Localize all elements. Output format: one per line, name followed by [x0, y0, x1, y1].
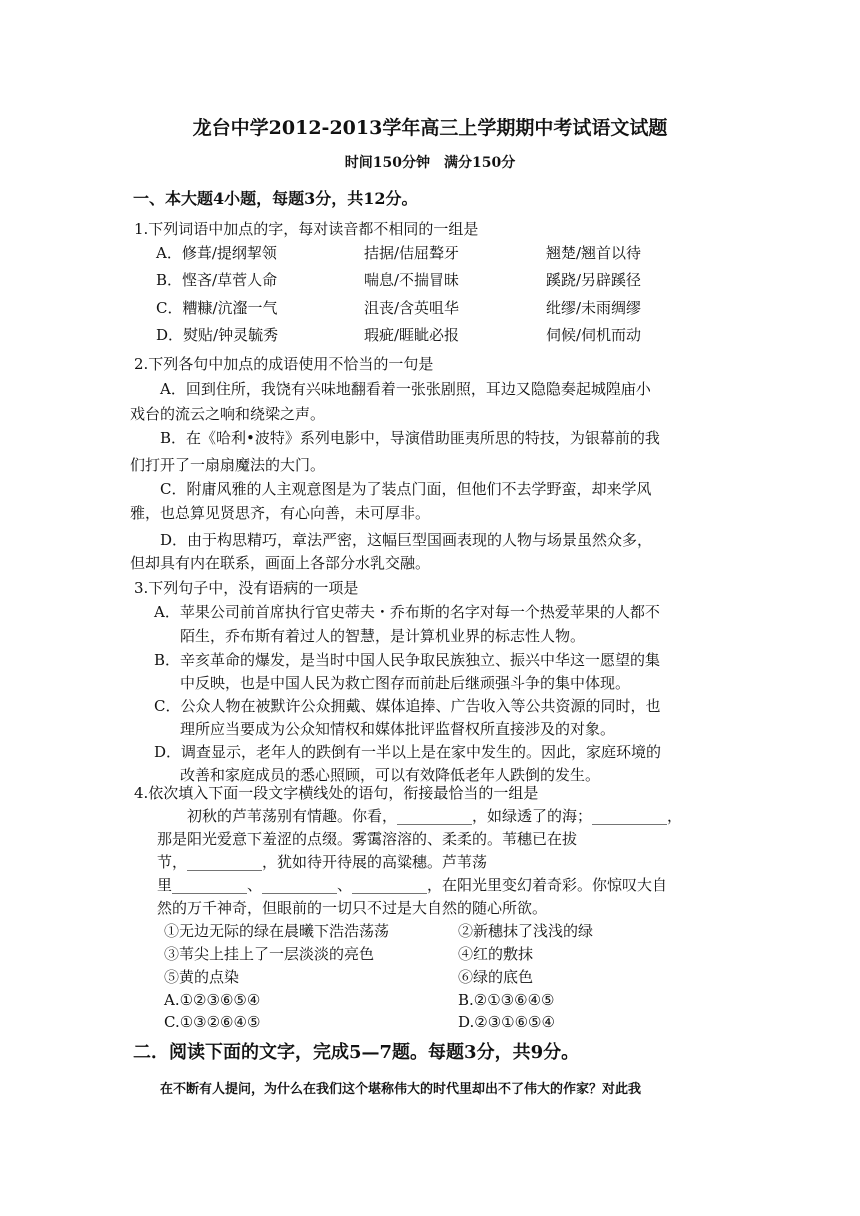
q1-a-col1: A．修葺/提纲挈领 — [156, 244, 277, 262]
q4-item: ⑤黄的点染 — [164, 968, 240, 986]
q4-passage-line: 节，__________，犹如待开待展的高粱穗。芦苇荡 — [157, 853, 488, 871]
q4-option-a: A.①②③⑥⑤④ — [164, 991, 261, 1009]
q3-line: C．公众人物在被默许公众拥戴、媒体追捧、广告收入等公共资源的同时，也 — [154, 697, 661, 715]
q4-item: ②新穗抹了浅浅的绿 — [458, 922, 594, 940]
q4-item: ③苇尖上挂上了一层淡淡的亮色 — [164, 945, 375, 963]
q3-line: A．苹果公司前首席执行官史蒂夫・乔布斯的名字对每一个热爱苹果的人都不 — [154, 603, 660, 621]
section2-passage-line: 在不断有人提问，为什么在我们这个堪称伟大的时代里却出不了伟大的作家？对此我 — [160, 1082, 642, 1097]
q4-passage-line: 里__________、__________、__________，在阳光里变幻着奇彩。你惊叹大自 — [157, 876, 668, 894]
q3-line: 理所应当要成为公众知情权和媒体批评监督权所直接涉及的对象。 — [180, 720, 616, 738]
q1-d-col1: D．熨贴/钟灵毓秀 — [156, 326, 279, 344]
q1-c-col1: C．糟糠/沆瀣一气 — [156, 299, 278, 317]
q3-line: 陌生，乔布斯有着过人的智慧，是计算机业界的标志性人物。 — [180, 627, 586, 645]
q1-b-col3: 蹊跷/另辟蹊径 — [546, 271, 642, 289]
section1-heading: 一、本大题4小题，每题3分，共12分。 — [133, 189, 418, 208]
q2-line: 们打开了一扇扇魔法的大门。 — [130, 456, 326, 474]
q1-a-col3: 翘楚/翘首以待 — [546, 244, 642, 262]
q2-stem: 2.下列各句中加点的成语使用不恰当的一句是 — [134, 355, 434, 373]
q3-line: D．调查显示，老年人的跌倒有一半以上是在家中发生的。因此，家庭环境的 — [154, 743, 662, 761]
page-title: 龙台中学2012-2013学年高三上学期期中考试语文试题 — [192, 117, 668, 139]
q1-d-col2: 瑕疵/睚眦必报 — [364, 326, 460, 344]
q2-line: B．在《哈利•波特》系列电影中，导演借助匪夷所思的特技，为银幕前的我 — [160, 429, 660, 447]
q4-option-c: C.①③②⑥④⑤ — [164, 1013, 261, 1031]
q4-option-d: D.②③①⑥⑤④ — [458, 1013, 555, 1031]
q2-line: A．回到住所，我饶有兴味地翻看着一张张剧照，耳边又隐隐奏起城隍庙小 — [160, 380, 651, 398]
q4-item: ①无边无际的绿在晨曦下浩浩荡荡 — [164, 922, 390, 940]
q2-line: D．由于构思精巧，章法严密，这幅巨型国画表现的人物与场景虽然众多， — [160, 531, 653, 549]
q3-line: 中反映，也是中国人民为救亡图存而前赴后继顽强斗争的集中体现。 — [180, 674, 631, 692]
q1-b-col1: B．悭吝/草菅人命 — [156, 271, 278, 289]
q2-line: 雅，也总算见贤思齐，有心向善，未可厚非。 — [130, 504, 431, 522]
q4-passage-line: 初秋的芦苇荡别有情趣。你看，__________，如绿透了的海；__________， — [187, 807, 683, 825]
q2-line: 戏台的流云之响和绕梁之声。 — [130, 405, 326, 423]
q1-a-col2: 拮据/佶屈聱牙 — [364, 244, 460, 262]
q1-stem: 1.下列词语中加点的字，每对读音都不相同的一组是 — [134, 220, 479, 238]
q4-item: ④红的敷抹 — [458, 945, 534, 963]
q3-line: 改善和家庭成员的悉心照顾，可以有效降低老年人跌倒的发生。 — [180, 766, 601, 784]
q1-b-col2: 喘息/不揣冒昧 — [364, 271, 460, 289]
q3-stem: 3.下列句子中，没有语病的一项是 — [134, 579, 359, 597]
section2-heading: 二．阅读下面的文字，完成5—7题。每题3分，共9分。 — [133, 1042, 580, 1063]
q2-line: C．附庸风雅的人主观意图是为了装点门面，但他们不去学野蛮，却来学风 — [160, 480, 652, 498]
q4-item: ⑥绿的底色 — [458, 968, 534, 986]
q1-d-col3: 伺候/伺机而动 — [546, 326, 642, 344]
q3-line: B．辛亥革命的爆发，是当时中国人民争取民族独立、振兴中华这一愿望的集 — [154, 651, 661, 669]
q4-passage-line: 那是阳光爱意下羞涩的点缀。雾霭溶溶的、柔柔的。苇穗已在拔 — [157, 830, 578, 848]
q1-c-col2: 沮丧/含英咀华 — [364, 299, 460, 317]
page-subtitle: 时间150分钟 满分150分 — [344, 155, 516, 171]
q1-c-col3: 纰缪/未雨绸缪 — [546, 299, 642, 317]
q4-option-b: B.②①③⑥④⑤ — [458, 991, 555, 1009]
q4-passage-line: 然的万千神奇，但眼前的一切只不过是大自然的随心所欲。 — [157, 899, 548, 917]
q4-stem: 4.依次填入下面一段文字横线处的语句，衔接最恰当的一组是 — [134, 784, 539, 802]
q2-line: 但却具有内在联系，画面上各部分水乳交融。 — [130, 554, 431, 572]
